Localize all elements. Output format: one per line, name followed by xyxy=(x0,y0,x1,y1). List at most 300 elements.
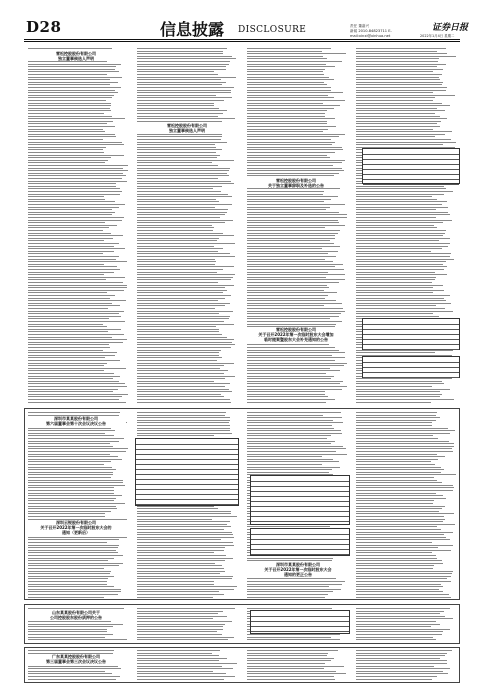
text-line xyxy=(28,87,121,88)
text-line xyxy=(356,248,442,249)
text-line xyxy=(356,578,447,579)
table-row xyxy=(363,179,459,180)
text-line xyxy=(247,253,328,254)
text-line xyxy=(28,285,127,286)
table-row xyxy=(251,516,349,517)
text-line xyxy=(247,160,345,161)
text-line xyxy=(28,506,116,507)
table-row xyxy=(363,154,459,155)
text-line xyxy=(137,363,234,364)
text-line xyxy=(247,287,329,288)
table-row xyxy=(363,184,459,185)
text-line xyxy=(247,360,335,361)
text-line xyxy=(28,147,106,148)
text-line xyxy=(28,344,109,345)
text-line xyxy=(356,383,444,384)
text-line xyxy=(137,326,216,327)
text-line xyxy=(247,441,335,442)
table-row xyxy=(136,499,238,500)
text-line xyxy=(356,539,450,540)
text-line xyxy=(356,311,453,312)
text-line xyxy=(28,134,115,135)
text-line xyxy=(356,199,437,200)
text-line xyxy=(137,74,218,75)
text-line xyxy=(137,383,230,384)
text-line xyxy=(28,624,123,625)
text-line xyxy=(28,64,121,65)
text-line xyxy=(28,631,107,632)
text-line xyxy=(28,243,119,244)
text-line xyxy=(28,105,111,106)
table-row xyxy=(136,469,238,470)
text-line xyxy=(137,168,230,169)
text-line xyxy=(356,469,444,470)
text-line xyxy=(137,355,219,356)
text-line xyxy=(356,58,439,59)
text-line xyxy=(137,415,225,416)
text-line xyxy=(137,350,221,351)
text-line xyxy=(356,524,455,525)
text-line xyxy=(28,394,128,395)
text-line xyxy=(356,467,441,468)
text-line xyxy=(247,175,334,176)
text-line xyxy=(247,399,335,400)
text-line xyxy=(356,521,443,522)
text-line xyxy=(28,175,126,176)
text-line xyxy=(137,318,229,319)
text-line xyxy=(247,53,346,54)
text-line xyxy=(28,608,124,609)
text-line xyxy=(356,220,452,221)
text-line xyxy=(137,58,236,59)
text-line xyxy=(28,396,122,397)
text-line xyxy=(247,586,329,587)
text-line xyxy=(28,469,116,470)
table-row xyxy=(136,449,238,450)
text-line xyxy=(247,248,322,249)
table-row xyxy=(363,377,459,378)
text-line xyxy=(356,129,433,130)
text-line xyxy=(356,386,432,387)
section-title: 信息披露 xyxy=(160,20,225,39)
text-line xyxy=(247,451,336,452)
text-line xyxy=(28,456,118,457)
text-line xyxy=(137,344,235,345)
text-line xyxy=(28,290,124,291)
text-line xyxy=(356,608,450,609)
text-line xyxy=(137,266,234,267)
table-row xyxy=(251,554,349,555)
text-line xyxy=(356,441,449,442)
text-line xyxy=(28,565,119,566)
text-line xyxy=(356,581,451,582)
text-line xyxy=(247,168,342,169)
text-line xyxy=(28,571,111,572)
text-line xyxy=(28,100,106,101)
text-line xyxy=(137,175,229,176)
text-line xyxy=(356,121,441,122)
text-line xyxy=(28,279,106,280)
text-line xyxy=(356,305,436,306)
text-line xyxy=(137,142,227,143)
text-line xyxy=(356,131,452,132)
text-line xyxy=(356,611,444,612)
text-line xyxy=(28,272,114,273)
text-line xyxy=(356,139,451,140)
text-line xyxy=(356,655,445,656)
text-line xyxy=(28,246,114,247)
text-line xyxy=(28,461,111,462)
text-line xyxy=(137,178,218,179)
text-line xyxy=(28,459,122,460)
text-line xyxy=(28,188,120,189)
text-line xyxy=(28,381,119,382)
table-row xyxy=(136,479,238,480)
text-line xyxy=(247,92,343,93)
text-line xyxy=(356,66,437,67)
text-line xyxy=(247,108,334,109)
text-line xyxy=(28,139,103,140)
text-line xyxy=(356,287,433,288)
text-line xyxy=(28,342,123,343)
text-line xyxy=(356,225,434,226)
text-line xyxy=(137,295,231,296)
text-line xyxy=(356,207,448,208)
text-line xyxy=(137,308,215,309)
table-row xyxy=(251,626,349,627)
text-line xyxy=(137,545,234,546)
text-line xyxy=(137,165,218,166)
text-line xyxy=(28,547,118,548)
text-line xyxy=(137,511,231,512)
text-line xyxy=(137,560,225,561)
text-line xyxy=(28,480,123,481)
text-line xyxy=(28,378,113,379)
text-line xyxy=(137,337,227,338)
text-line xyxy=(137,547,225,548)
table-row xyxy=(251,511,349,512)
table-row xyxy=(136,489,238,490)
text-line xyxy=(247,121,327,122)
text-line xyxy=(28,217,124,218)
text-line xyxy=(247,238,335,239)
text-line xyxy=(137,552,214,553)
edition-line: 责任 董嘉兴 xyxy=(350,24,370,28)
text-line xyxy=(356,563,443,564)
text-line xyxy=(28,298,110,299)
text-line xyxy=(137,87,234,88)
text-line xyxy=(28,238,113,239)
text-line xyxy=(247,363,347,364)
text-line xyxy=(137,287,225,288)
table-row xyxy=(251,534,349,535)
text-line xyxy=(247,194,323,195)
text-line xyxy=(247,66,335,67)
text-line xyxy=(356,92,433,93)
text-line xyxy=(28,126,115,127)
text-line xyxy=(137,550,224,551)
text-line xyxy=(356,82,443,83)
text-line xyxy=(247,425,332,426)
text-line xyxy=(137,555,226,556)
text-line xyxy=(137,246,214,247)
text-line xyxy=(137,618,213,619)
text-line xyxy=(137,394,221,395)
text-line xyxy=(356,292,433,293)
text-line xyxy=(137,134,222,135)
text-line xyxy=(137,542,233,543)
text-line xyxy=(356,676,437,677)
text-line xyxy=(356,201,447,202)
text-line xyxy=(137,576,233,577)
text-line xyxy=(137,660,219,661)
text-line xyxy=(137,679,224,680)
edition-info xyxy=(350,24,430,39)
text-line xyxy=(28,679,116,680)
text-line xyxy=(247,103,323,104)
text-line xyxy=(356,274,447,275)
text-line xyxy=(28,162,105,163)
text-line xyxy=(247,87,331,88)
text-line xyxy=(356,660,447,661)
text-line xyxy=(356,526,437,527)
text-line xyxy=(137,584,214,585)
text-line xyxy=(137,339,234,340)
text-line xyxy=(137,209,228,210)
text-line xyxy=(28,467,112,468)
text-line xyxy=(28,110,111,111)
text-line xyxy=(28,74,107,75)
text-line xyxy=(28,650,114,651)
text-line xyxy=(356,438,438,439)
text-line xyxy=(137,298,225,299)
text-line xyxy=(28,261,127,262)
text-line xyxy=(28,578,108,579)
text-line xyxy=(137,149,222,150)
text-line xyxy=(28,207,119,208)
text-line xyxy=(28,482,123,483)
text-line xyxy=(28,329,121,330)
text-line xyxy=(247,144,332,145)
text-line xyxy=(247,350,339,351)
text-line xyxy=(28,79,110,80)
text-line xyxy=(28,274,104,275)
text-line xyxy=(356,433,450,434)
text-line xyxy=(137,113,223,114)
text-line xyxy=(247,381,343,382)
text-line xyxy=(28,573,110,574)
table-row xyxy=(363,169,459,170)
text-line xyxy=(137,173,227,174)
text-line xyxy=(137,597,213,598)
text-line xyxy=(28,116,112,117)
table-row xyxy=(363,362,459,363)
text-line xyxy=(247,116,325,117)
text-line xyxy=(356,261,446,262)
text-line xyxy=(137,82,226,83)
text-line xyxy=(247,378,331,379)
text-line xyxy=(28,586,114,587)
text-line xyxy=(356,634,442,635)
text-line xyxy=(247,467,340,468)
table-row xyxy=(136,464,238,465)
text-line xyxy=(28,113,104,114)
text-line xyxy=(28,95,114,96)
text-line xyxy=(137,230,213,231)
text-line xyxy=(356,511,439,512)
text-line xyxy=(356,591,443,592)
text-line xyxy=(356,308,445,309)
text-line xyxy=(247,201,324,202)
text-line xyxy=(28,503,125,504)
announcement-title: 雪松控股股份有限公司 独立董事候选人声明 xyxy=(137,123,237,133)
text-line xyxy=(28,318,109,319)
text-line xyxy=(28,368,126,369)
text-line xyxy=(356,542,432,543)
text-line xyxy=(356,584,441,585)
table-row xyxy=(251,496,349,497)
text-line xyxy=(137,666,222,667)
table-row xyxy=(136,444,238,445)
text-line xyxy=(137,292,223,293)
text-line xyxy=(137,191,221,192)
text-line xyxy=(28,500,114,501)
text-line xyxy=(137,594,224,595)
text-line xyxy=(247,126,336,127)
text-line xyxy=(356,97,435,98)
data-table xyxy=(362,318,460,350)
text-line xyxy=(247,459,333,460)
text-line xyxy=(356,464,435,465)
text-line xyxy=(356,428,448,429)
table-row xyxy=(363,159,459,160)
text-line xyxy=(356,186,444,187)
text-line xyxy=(137,217,220,218)
text-line xyxy=(356,240,439,241)
text-line xyxy=(247,217,347,218)
data-table xyxy=(250,528,350,556)
text-line xyxy=(28,186,116,187)
text-line xyxy=(137,342,232,343)
text-line xyxy=(247,448,346,449)
text-line xyxy=(28,365,104,366)
text-line xyxy=(137,589,234,590)
text-line xyxy=(28,386,127,387)
text-line xyxy=(137,108,219,109)
text-line xyxy=(247,435,331,436)
text-line xyxy=(247,666,344,667)
text-line xyxy=(247,558,333,559)
text-line xyxy=(28,493,114,494)
text-line xyxy=(28,308,108,309)
text-line xyxy=(247,461,339,462)
text-line xyxy=(247,386,347,387)
text-line xyxy=(356,298,444,299)
text-line xyxy=(247,149,343,150)
text-line xyxy=(28,305,120,306)
text-line xyxy=(247,650,338,651)
text-line xyxy=(137,152,216,153)
text-line xyxy=(137,534,233,535)
text-line xyxy=(247,376,334,377)
text-line xyxy=(28,446,113,447)
text-line xyxy=(356,454,437,455)
text-line xyxy=(28,441,119,442)
text-line xyxy=(247,290,324,291)
text-line xyxy=(247,298,325,299)
text-line xyxy=(247,365,344,366)
text-line xyxy=(137,272,217,273)
text-line xyxy=(356,212,448,213)
text-line xyxy=(356,679,432,680)
text-line xyxy=(137,650,220,651)
text-line xyxy=(137,118,235,119)
text-line xyxy=(356,490,453,491)
text-line xyxy=(137,529,224,530)
text-line xyxy=(137,655,219,656)
text-line xyxy=(247,357,345,358)
text-line xyxy=(247,266,335,267)
table-row xyxy=(363,164,459,165)
text-line xyxy=(356,113,435,114)
text-line xyxy=(356,303,451,304)
table-row xyxy=(363,349,459,350)
text-line xyxy=(247,152,335,153)
text-line xyxy=(247,676,334,677)
text-line xyxy=(137,386,225,387)
text-line xyxy=(356,243,450,244)
text-line xyxy=(247,658,334,659)
text-line xyxy=(356,485,453,486)
table-row xyxy=(251,544,349,545)
text-line xyxy=(356,482,442,483)
text-line xyxy=(137,516,237,517)
text-line xyxy=(356,560,442,561)
masthead xyxy=(0,0,484,40)
data-table xyxy=(250,475,350,525)
text-line xyxy=(137,303,230,304)
text-line xyxy=(28,266,117,267)
text-line xyxy=(356,399,454,400)
text-line xyxy=(28,448,128,449)
text-line xyxy=(28,435,114,436)
text-line xyxy=(356,264,443,265)
text-line xyxy=(137,136,222,137)
text-line xyxy=(28,264,104,265)
text-line xyxy=(247,134,345,135)
text-line xyxy=(247,417,342,418)
text-line xyxy=(28,508,117,509)
text-line xyxy=(137,243,235,244)
text-line xyxy=(137,170,229,171)
text-line xyxy=(356,269,444,270)
text-line xyxy=(137,90,231,91)
text-line xyxy=(137,71,214,72)
text-line xyxy=(28,71,119,72)
text-line xyxy=(356,105,450,106)
text-line xyxy=(28,558,114,559)
text-line xyxy=(28,639,127,640)
text-line xyxy=(247,173,339,174)
text-line xyxy=(247,415,323,416)
text-line xyxy=(137,194,228,195)
text-line xyxy=(28,555,123,556)
text-line xyxy=(247,578,336,579)
table-row xyxy=(136,454,238,455)
text-line xyxy=(28,331,108,332)
text-line xyxy=(356,508,442,509)
text-line xyxy=(137,207,215,208)
